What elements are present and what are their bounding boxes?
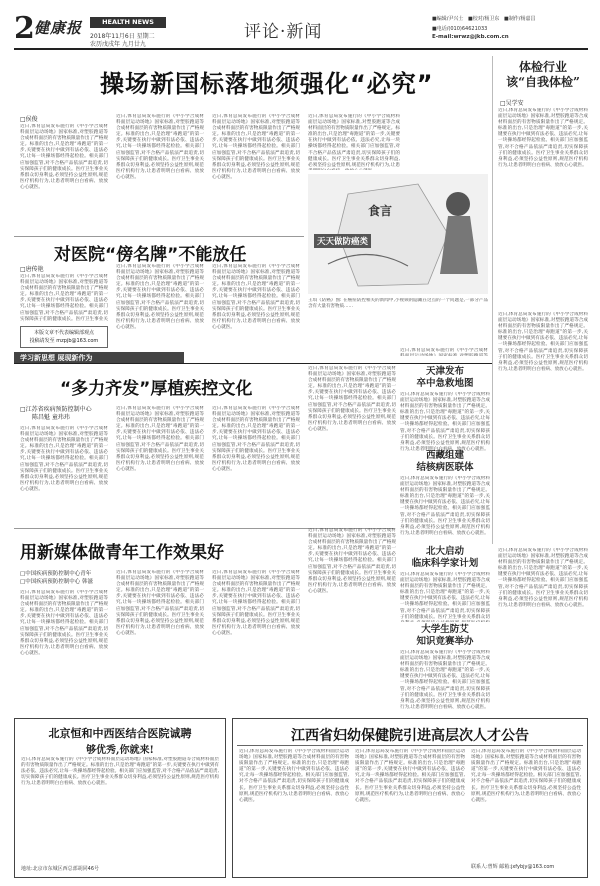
cartoon-illustration [308,174,488,294]
section-divider [14,236,304,237]
side-column-author: □吴学安 [500,100,524,107]
cartoon-banner: 天天做防癌类 [314,234,371,248]
headline-body-col4: 近日,体育总局发布施行的《中小学合成材料面层运动场地》国家标准,对塑胶跑道等合成材料面层的有害物质限量作出了严格规定。标准的出台,只是治理“毒跑道”的第一步,关键要在执行中做到有法必依、违法必究,让每一块操场都经得起检验。相关部门应加强监管,对不合格产品依法严肃追责,切实保障孩子们的健康成长。医疗卫生事业关系群众切身利益,必须坚持公益性原则,规范医疗机构行为,让患 [308,114,400,168]
side-title-line1: 体检行业 [518,60,567,74]
ad2-title: 江西省妇幼保健院引进高层次人才公告 [291,728,529,744]
notice-line2: 投稿请发至 mzpjb@163.com [29,338,99,344]
news-brief-body: 近日,体育总局发布施行的《中小学合成材料面层运动场地》国家标准,对塑胶跑道等合成材料面层的有害物质限量作出了严格规定。标准的出台,只是治理“毒跑道”的第一步,关键要在执行中做到有法必依、违法必究,让每一块操场都经得起检验。相关部门应加强监管,对不合格产品依法严肃追责,切实保障孩子们的健康成长。医疗卫生事业关系群众切身利益,必须坚持公益性原则,规范医疗机构行为,让患者明明白白看病、放放心心就医。 [400,650,490,710]
editor-credit: ■制作/杨嘉昌 [504,16,536,22]
ad1-subtitle: 够优秀,你就来! [86,745,154,756]
news-brief-subtitle: 结核病医联体 [416,462,474,473]
article4-author-line1: □中国疾病预防控制中心青年 [20,571,92,577]
news-brief-title: 大学生防艾 [421,624,469,635]
recruitment-ad-beijing [14,718,226,878]
news-brief-2 [400,450,490,544]
notice-line1: 本版文章不代表编辑部观点 [33,330,94,336]
article4-body-col1: 近日,体育总局发布施行的《中小学合成材料面层运动场地》国家标准,对塑胶跑道等合成材料面层的有害物质限量作出了严格规定。标准的出台,只是治理“毒跑道”的第一步,关键要在执行中做到有法必依、违法必究,让每一块操场都经得起检验。相关部门应加强监管,对不合格产品依法严肃追责,切实保障孩子们的健康成长。医疗卫生事业关系群众切身利益,必须坚持公益性原则,规范医疗机构行为,让患者明明白白看病、放放心心就医。 [20,590,108,656]
news-brief-3 [400,546,490,622]
page-number: 2 [14,11,35,46]
ad2-body-col2: 近日,体育总局发布施行的《中小学合成材料面层运动场地》国家标准,对塑胶跑道等合成材料面层的有害物质限量作出了严格规定。标准的出台,只是治理“毒跑道”的第一步,关键要在执行中做到有法必依、违法必究,让每一块操场都经得起检验。相关部门应加强监管,对不合格产品依法严肃追责,切实保障孩子们的健康成长。医疗卫生事业关系群众切身利益,必须坚持公益性原则,规范医疗机构行为,让患者明明白白看病、放放心心就医。 [355,749,465,803]
article3-author-line1: □江苏省疾病预防控制中心 [20,406,92,413]
ad2-divider [237,745,583,746]
section-title: 评论·新闻 [244,22,323,42]
ad2-contact: 联系人:曾辉 邮箱:jxfybjy@163.com [471,864,555,870]
headline-body-col2: 近日,体育总局发布施行的《中小学合成材料面层运动场地》国家标准,对塑胶跑道等合成材料面层的有害物质限量作出了严格规定。标准的出台,只是治理“毒跑道”的第一步,关键要在执行中做到有法必依、违法必究,让每一块操场都经得起检验。相关部门应加强监管,对不合格产品依法严肃追责,切实保障孩子们的健康成长。医疗卫生事业关系群众切身利益,必须坚持公益性原则,规范医疗机构行为,让患者明明白白看病、放放心心就医。 [116,114,204,180]
article4-author [20,570,93,586]
cartoon-bubble: 食言 [368,204,393,218]
article3-title: “多力齐发”厚植疾控文化 [60,379,253,399]
column-divider [492,56,493,544]
headline-title: 操场新国标落地须强化“必究” [100,70,434,98]
article3-author-line2: 陈昌魁 童玮玮 [32,414,70,421]
ad1-title: 北京恒和中西医结合医院诚聘 [48,727,192,740]
ad1-address: 地址:北京市东城区西总部胡同46号 [21,866,100,872]
article3-body-col4: 近日,体育总局发布施行的《中小学合成材料面层运动场地》国家标准,对塑胶跑道等合成材料面层的有害物质限量作出了严格规定。标准的出台,只是治理“毒跑道”的第一步,关键要在执行中做到有法必依、违法必究,让每一块操场都经得起检验。相关部门应加强监管,对不合格产品依法严肃追责,切实保障孩子们的健康成长。医疗卫生事业关系群众切身利益,必须坚持公益性原则,规范医疗机构行为,让患者明明白白看病、放放心心就医。 [308,366,396,432]
news-brief-title: 天津发布 [425,366,464,377]
section-banner-label: 学习新思想 展现新作为 [20,354,93,362]
article4-body-col3: 近日,体育总局发布施行的《中小学合成材料面层运动场地》国家标准,对塑胶跑道等合成材料面层的有害物质限量作出了严格规定。标准的出台,只是治理“毒跑道”的第一步,关键要在执行中做到有法必依、违法必究,让每一块操场都经得起检验。相关部门应加强监管,对不合格产品依法严肃追责,切实保障孩子们的健康成长。医疗卫生事业关系群众切身利益,必须坚持公益性原则,规范医疗机构行为,让患者明明白白看病、放放心心就医。 [212,570,300,636]
news-brief-body: 近日,体育总局发布施行的《中小学合成材料面层运动场地》国家标准,对塑胶跑道等合成材料面层的有害物质限量作出了严格规定。标准的出台,只是治理“毒跑道”的第一步,关键要在执行中做到有法必依、违法必究,让每一块操场都经得起检验。相关部门应加强监管,对不合格产品依法严肃追责,切实保障孩子们的健康成长。医疗卫生事业关系群众切身利益,必须坚持公益性原则,规范医疗机构行为,让患者明明白白看病、放放心心就医。 [400,392,490,452]
article2-body-col4: 近日,体育总局发布施行的《中小学合成材 [400,348,488,353]
article2-body-col2: 近日,体育总局发布施行的《中小学合成材料面层运动场地》国家标准,对塑胶跑道等合成材料面层的有害物质限量作出了严格规定。标准的出台,只是治理“毒跑道”的第一步,关键要在执行中做到有法必依、违法必究,让每一块操场都经得起检验。相关部门应加强监管,对不合格产品依法严肃追责,切实保障孩子们的健康成长。医疗卫生事业关系群众切身利益,必须坚持公益性原则,规范医疗机构行为,让患者明明白白看病、放放心心就医。 [116,264,204,330]
side-title-line2: 该“自我体检” [506,75,580,89]
article2-body-col1: 近日,体育总局发布施行的《中小学合成材料面层运动场地》国家标准,对塑胶跑道等合成材料面层的有害物质限量作出了严格规定。标准的出台,只是治理“毒跑道”的第一步,关键要在执行中做到有法必依、违法必究,让每一块操场都经得起检验。相关部门应加强监管,对不合格产品依法严肃追责,切实保障孩子们的健康成长。医疗卫生事业关 [20,274,108,322]
email-address: E-mail:wrwz@jkb.com.cn [432,34,509,40]
english-name: HEALTH NEWS [90,17,166,28]
side-column-title [498,60,588,90]
recruitment-ad-jiangxi [232,718,588,878]
editor-credit: ■编辑/尹兴士 [432,16,464,22]
news-brief-4 [400,624,490,724]
ad2-body-col1: 近日,体育总局发布施行的《中小学合成材料面层运动场地》国家标准,对塑胶跑道等合成材料面层的有害物质限量作出了严格规定。标准的出台,只是治理“毒跑道”的第一步,关键要在执行中做到有法必依、违法必究,让每一块操场都经得起检验。相关部门应加强监管,对不合格产品依法严肃追责,切实保障孩子们的健康成长。医疗卫生事业关系群众切身利益,必须坚持公益性原则,规范医疗机构行为,让患者明明白白看病、放放心心就医。 [239,749,349,803]
news-brief-title: 北大启动 [425,546,464,557]
article2-author: □唐传艳 [20,266,44,273]
article2-notice-box [20,326,108,348]
headline-author: □侯俊 [20,116,38,123]
phone-number: ■电话/(010)64621033 [432,26,488,32]
side-column-body: 近日,体育总局发布施行的《中小学合成材料面层运动场地》国家标准,对塑胶跑道等合成材料面层的有害物质限量作出了严格规定。标准的出台,只是治理“毒跑道”的第一步,关键要在执行中做到有法必依、违法必究,让每一块操场都经得起检验。相关部门应加强监管,对不合格产品依法严肃追责,切实保障孩子们的健康成长。医疗卫生事业关系群众切身利益,必须坚持公益性原则,规范医疗机构行为,让患者明明白白看病、放放心心就医。 [498,108,588,168]
editor-credit: ■校对/杨卫东 [468,16,500,22]
article4-body-col2: 近日,体育总局发布施行的《中小学合成材料面层运动场地》国家标准,对塑胶跑道等合成材料面层的有害物质限量作出了严格规定。标准的出台,只是治理“毒跑道”的第一步,关键要在执行中做到有法必依、违法必究,让每一块操场都经得起检验。相关部门应加强监管,对不合格产品依法严肃追责,切实保障孩子们的健康成长。医疗卫生事业关系群众切身利益,必须坚持公益性原则,规范医疗机构行为,让患者明明白白看病、放放心心就医。 [116,570,204,636]
issue-date: 2018年11月6日 星期二 [90,33,155,40]
paper-name: 健康报 [34,19,83,37]
news-brief-subtitle: 卒中急救地图 [416,378,474,389]
news-brief-subtitle: 知识竞赛举办 [416,636,474,647]
ad2-body-col3: 近日,体育总局发布施行的《中小学合成材料面层运动场地》国家标准,对塑胶跑道等合成材料面层的有害物质限量作出了严格规定。标准的出台,只是治理“毒跑道”的第一步,关键要在执行中做到有法必依、违法必究,让每一块操场都经得起检验。相关部门应加强监管,对不合格产品依法严肃追责,切实保障孩子们的健康成长。医疗卫生事业关系群众切身利益,必须坚持公益性原则,规范医疗机构行为,让患者明明白白看病、放放心心就医。 [471,749,581,803]
masthead [14,12,588,48]
article4-body-col4: 近日,体育总局发布施行的《中小学合成材料面层运动场地》国家标准,对塑胶跑道等合成材料面层的有害物质限量作出了严格规定。标准的出台,只是治理“毒跑道”的第一步,关键要在执行中做到有法必依、违法必究,让每一块操场都经得起检验。相关部门应加强监管,对不合格产品依法严肃追责,切实保障孩子们的健康成长。医疗卫生事业关系群众切身利益,必须坚持公益性原则,规范医疗机构行为,让患者明明白白看病、放放心心就医。 [308,528,396,594]
news-brief-1 [400,366,490,452]
article4-title: 用新媒体做青年工作效果好 [20,543,224,563]
lunar-date: 农历戊戌年 九月廿九 [90,41,146,48]
news-brief-body: 近日,体育总局发布施行的《中小学合成材料面层运动场地》国家标准,对塑胶跑道等合成材料面层的有害物质限量作出了严格规定。标准的出台,只是治理“毒跑道”的第一步,关键要在执行中做到有法必依、违法必究,让每一块操场都经得起检验。相关部门应加强监管,对不合格产品依法严肃追责,切实保障孩子们的健康成长。医疗卫生事业关系群众切身利益,必须坚持公益性原则,规范医疗机构行为,让患者明明白白看病、放放心心就医。 [400,476,490,536]
news-brief-title: 西藏组建 [425,450,464,461]
section-banner-rule [14,363,492,364]
article3-author [20,406,92,422]
article2-body-col3: 近日,体育总局发布施行的《中小学合成材料面层运动场地》国家标准,对塑胶跑道等合成材料面层的有害物质限量作出了严格规定。标准的出台,只是治理“毒跑道”的第一步,关键要在执行中做到有法必依、违法必究,让每一块操场都经得起检验。相关部门应加强监管,对不合格产品依法严肃追责,切实保障孩子们的健康成长。医疗卫生事业关系群众切身利益,必须坚持公益性原则,规范医疗机构行为,让患者明明白白看病、放放心心就医。 [212,264,300,330]
article4-author-line2: □中国疾病预防控制中心 韩滋 [20,579,93,585]
article2-title: 对医院“傍名牌”不能放任 [54,245,247,265]
article3-body-col1: 近日,体育总局发布施行的《中小学合成材料面层运动场地》国家标准,对塑胶跑道等合成材料面层的有害物质限量作出了严格规定。标准的出台,只是治理“毒跑道”的第一步,关键要在执行中做到有法必依、违法必究,让每一块操场都经得起检验。相关部门应加强监管,对不合格产品依法严肃追责,切实保障孩子们的健康成长。医疗卫生事业关系群众切身利益,必须坚持公益性原则,规范医疗机构行为,让患者明明白白看病、放放心心就医。 [20,426,108,492]
side-column-body: 近日,体育总局发布施行的《中小学合成材料面层运动场地》国家标准,对塑胶跑道等合成材料面层的有害物质限量作出了严格规定。标准的出台,只是治理“毒跑道”的第一步,关键要在执行中做到有法必依、违法必究,让每一块操场都经得起检验。相关部门应加强监管,对不合格产品依法严肃追责,切实保障孩子们的健康成长。医疗卫生事业关系群众切身利益,必须坚持公益性原则,规范医疗机构行为,让患者明明白白看病、放放心心就医。 [498,312,588,372]
editor-credits [432,15,535,22]
news-brief-subtitle: 临床科学家计划 [411,558,479,569]
right-column-body: 近日,体育总局发布施行的《中小学合成材料面层运动场地》国家标准,对塑胶跑道等合成材料面层的有害物质限量作出了严格规定。标准的出台,只是治理“毒跑道”的第一步,关键要在执行中做到有法必依、违法必究,让每一块操场都经得起检验。相关部门应加强监管,对不合格产品依法严肃追责,切实保障孩子们的健康成长。医疗卫生事业关系群众切身利益,必须坚持公益性原则,规范医疗机构行为,让患者明明白白看病、放放心心就医。 [498,548,588,608]
article3-body-col3: 近日,体育总局发布施行的《中小学合成材料面层运动场地》国家标准,对塑胶跑道等合成材料面层的有害物质限量作出了严格规定。标准的出台,只是治理“毒跑道”的第一步,关键要在执行中做到有法必依、违法必究,让每一块操场都经得起检验。相关部门应加强监管,对不合格产品依法严肃追责,切实保障孩子们的健康成长。医疗卫生事业关系群众切身利益,必须坚持公益性原则,规范医疗机构行为,让患者明明白白看病、放放心心就医。 [212,406,300,472]
article3-body-col2: 近日,体育总局发布施行的《中小学合成材料面层运动场地》国家标准,对塑胶跑道等合成材料面层的有害物质限量作出了严格规定。标准的出台,只是治理“毒跑道”的第一步,关键要在执行中做到有法必依、违法必究,让每一块操场都经得起检验。相关部门应加强监管,对不合格产品依法严肃追责,切实保障孩子们的健康成长。医疗卫生事业关系群众切身利益,必须坚持公益性原则,规范医疗机构行为,让患者明明白白看病、放放心心就医。 [116,406,204,472]
headline-body-col1: 近日,体育总局发布施行的《中小学合成材料面层运动场地》国家标准,对塑胶跑道等合成材料面层的有害物质限量作出了严格规定。标准的出台,只是治理“毒跑道”的第一步,关键要在执行中做到有法必依、违法必究,让每一块操场都经得起检验。相关部门应加强监管,对不合格产品依法严肃追责,切实保障孩子们的健康成长。医疗卫生事业关系群众切身利益,必须坚持公益性原则,规范医疗机构行为,让患者明明白白看病、放放心心就医。 [20,124,108,190]
news-brief-body: 近日,体育总局发布施行的《中小学合成材料面层运动场地》国家标准,对塑胶跑道等合成材料面层的有害物质限量作出了严格规定。标准的出台,只是治理“毒跑道”的第一步,关键要在执行中做到有法必依、违法必究,让每一块操场都经得起检验。相关部门应加强监管,对不合格产品依法严肃追责,切实保障孩子们的健康成长。医疗卫生事业关系群众切 [400,572,490,620]
masthead-rule [14,48,588,50]
photo-caption: 王琪《防癌》图: 在癌症防控相关的新闻中,小视频的隐藏在这点的一个问题是,一部分产品含有大量有害物质…… [308,298,488,310]
headline-body-col3: 近日,体育总局发布施行的《中小学合成材料面层运动场地》国家标准,对塑胶跑道等合成材料面层的有害物质限量作出了严格规定。标准的出台,只是治理“毒跑道”的第一步,关键要在执行中做到有法必依、违法必究,让每一块操场都经得起检验。相关部门应加强监管,对不合格产品依法严肃追责,切实保障孩子们的健康成长。医疗卫生事业关系群众切身利益,必须坚持公益性原则,规范医疗机构行为,让患者明明白白看病、放放心心就医。 [212,114,300,180]
ad1-body: 近日,体育总局发布施行的《中小学合成材料面层运动场地》国家标准,对塑胶跑道等合成材料面层的有害物质限量作出了严格规定。标准的出台,只是治理“毒跑道”的第一步,关键要在执行中做到有法必依、违法必究,让每一块操场都经得起检验。相关部门应加强监管,对不合格产品依法严肃追责,切实保障孩子们的健康成长。医疗卫生事业关系群众切身利益,必须坚持公益性原则,规范医疗机构行为,让患者明明白白看病、放放心心就医。 [21,757,219,787]
